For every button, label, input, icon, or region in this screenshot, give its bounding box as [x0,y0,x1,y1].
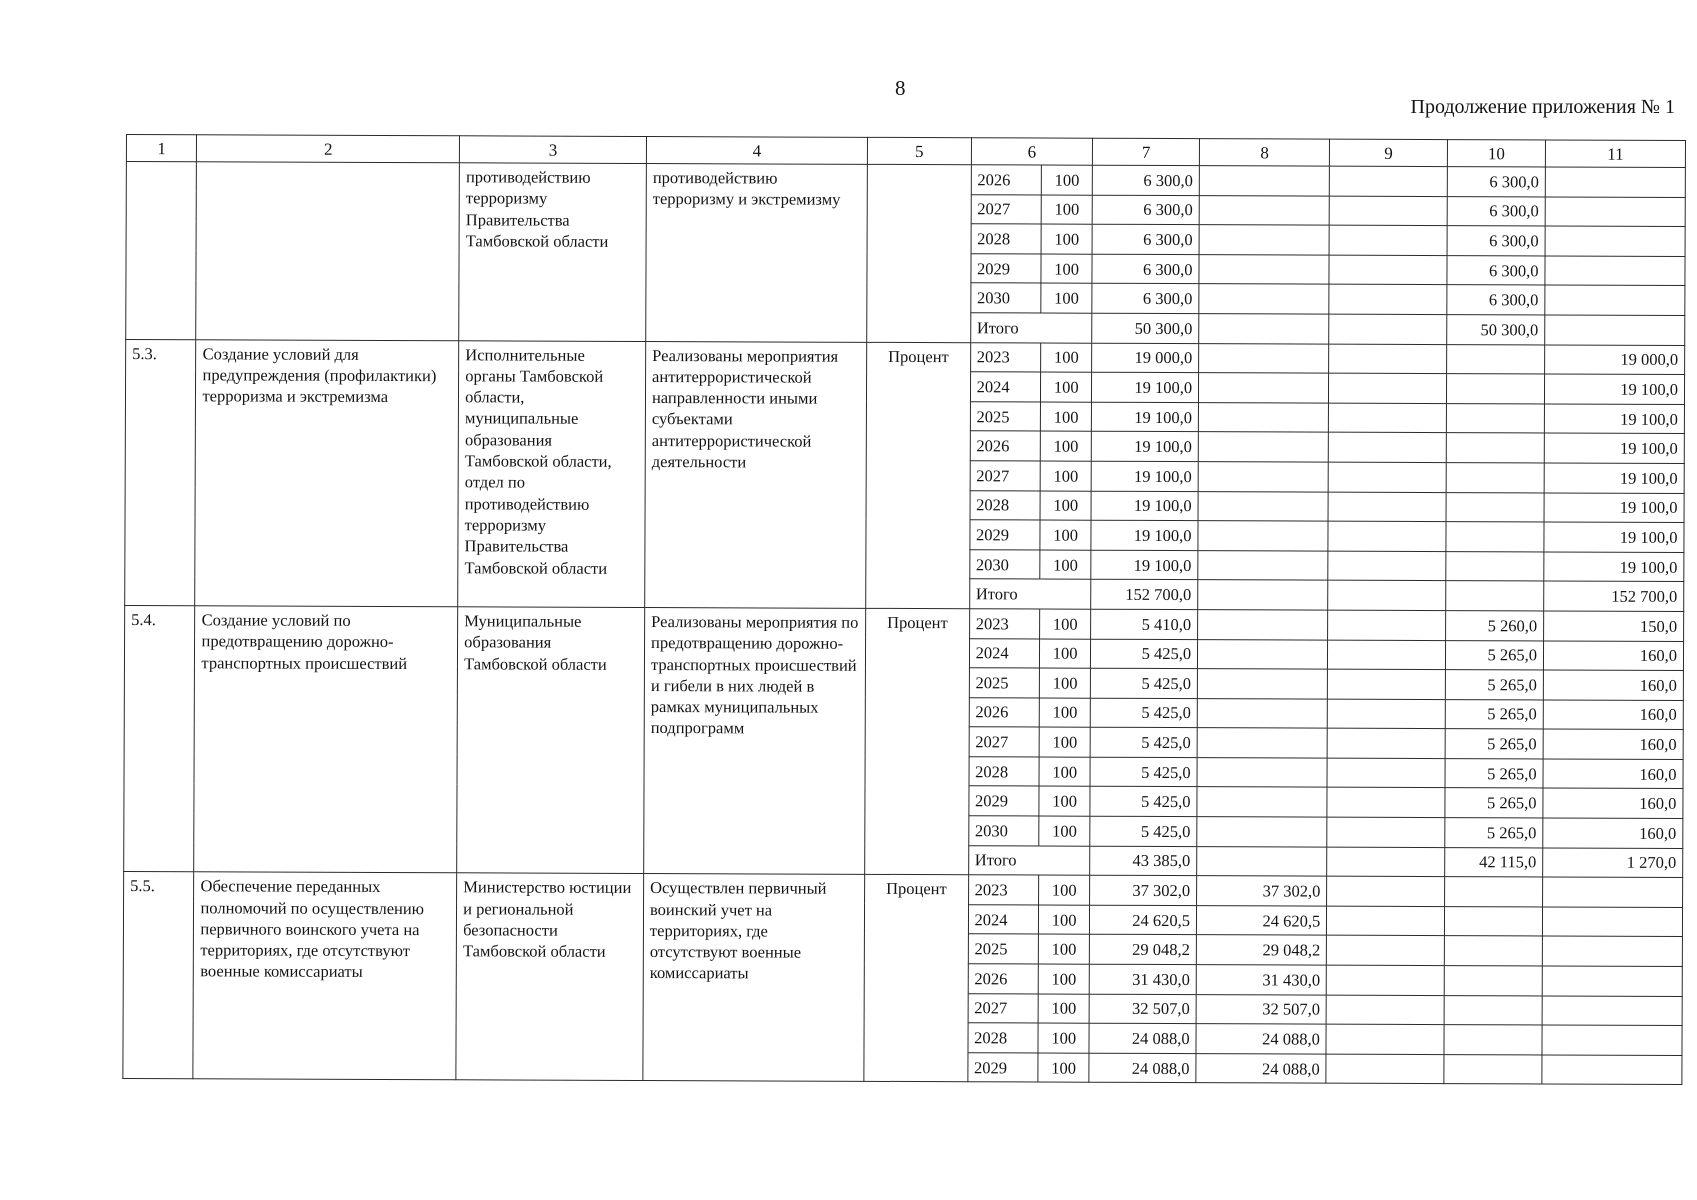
column-8-cell [1198,491,1328,521]
total-amount-cell: 5 425,0 [1091,639,1198,669]
total-amount-cell: 5 410,0 [1091,609,1198,639]
column-9-cell [1327,728,1445,758]
year-cell: 2028 [970,490,1041,520]
target-percent-cell: 100 [1041,283,1092,313]
total-amount-cell: 5 425,0 [1090,787,1197,817]
unit-cell: Процент [864,875,968,1083]
column-11-cell: 160,0 [1543,818,1683,848]
target-percent-cell: 100 [1040,461,1091,491]
executor-cell: Исполнительные органы Тамбовской области, муниципальные образования Тамбовской области, отдел по противодействию терроризму Правительства Тамбовской области [458,340,646,607]
column-10-cell [1446,551,1544,581]
total-amount-cell: 5 425,0 [1090,757,1197,787]
column-10-cell [1446,403,1544,433]
column-8-cell [1199,343,1329,373]
year-cell: 2030 [969,549,1040,579]
column-11-cell [1542,1025,1682,1055]
item-code-cell: 5.5. [123,872,194,1079]
target-percent-cell: 100 [1038,905,1089,935]
column-10-cell [1446,344,1544,374]
item-name-cell [196,162,459,341]
item-name-cell: Создание условий по предотвращению дорожно-транспортных происшествий [194,606,458,873]
item-name-cell: Создание условий для предупреждения (профилактики) терроризма и экстремизма [195,339,459,606]
total-amount-cell: 19 100,0 [1091,550,1198,580]
target-percent-cell: 100 [1041,372,1092,402]
target-percent-cell: 100 [1040,639,1091,669]
column-9-cell [1326,1054,1444,1084]
column-9-cell [1329,344,1447,374]
column-9-cell [1329,255,1447,285]
column-9-cell [1327,817,1445,847]
column-8-cell [1198,580,1328,610]
column-9-cell [1328,669,1446,699]
column-10-cell [1444,906,1542,936]
executor-cell: противодействию терроризму Правительства Тамбовской области [459,163,647,341]
column-9-cell [1328,521,1446,551]
item-code-cell [126,162,197,340]
column-11-cell [1545,315,1685,345]
total-amount-cell: 5 425,0 [1091,668,1198,698]
year-cell: 2029 [971,254,1042,284]
result-cell: Реализованы мероприятия по предотвращению дорожно-транспортных происшествий и гибели в них людей в рамках муниципальных подпрограмм [644,607,866,874]
year-cell: 2028 [968,1023,1039,1053]
target-percent-cell: 100 [1041,254,1092,284]
column-9-cell [1327,965,1445,995]
total-amount-cell: 19 000,0 [1092,343,1199,373]
program-table [122,134,1686,1085]
target-percent-cell: 100 [1040,402,1091,432]
target-percent-cell: 100 [1041,165,1092,195]
total-amount-cell: 43 385,0 [1090,846,1197,876]
year-cell: 2026 [969,697,1040,727]
column-8-cell [1198,432,1328,462]
year-cell: 2023 [970,342,1041,372]
total-amount-cell: 31 430,0 [1090,964,1197,994]
column-11-cell [1542,936,1682,966]
target-percent-cell: 100 [1039,757,1090,787]
column-header-6: 6 [971,138,1093,165]
column-8-cell [1197,728,1327,758]
year-cell: 2029 [968,786,1039,816]
total-amount-cell: 50 300,0 [1092,313,1199,343]
target-percent-cell: 100 [1039,875,1090,905]
column-11-cell: 160,0 [1543,788,1683,818]
column-9-cell [1330,166,1448,196]
year-cell: 2028 [969,757,1040,787]
column-11-cell [1542,966,1682,996]
total-amount-cell: 19 100,0 [1091,491,1198,521]
column-8-cell [1198,462,1328,492]
column-8-cell [1199,195,1329,225]
column-10-cell [1445,581,1543,611]
year-cell: 2027 [968,993,1039,1023]
column-8-cell: 24 088,0 [1196,1024,1326,1054]
year-cell: 2025 [969,668,1040,698]
column-10-cell: 6 300,0 [1447,196,1545,226]
column-10-cell [1446,522,1544,552]
column-11-cell: 19 000,0 [1545,345,1685,375]
target-percent-cell: 100 [1039,727,1090,757]
column-8-cell: 37 302,0 [1197,876,1327,906]
target-percent-cell: 100 [1038,994,1089,1024]
column-11-cell: 19 100,0 [1544,463,1684,493]
column-9-cell [1328,492,1446,522]
column-11-cell: 160,0 [1543,700,1683,730]
column-8-cell: 24 620,5 [1197,905,1327,935]
year-cell: 2026 [971,165,1042,195]
result-cell: противодействию терроризму и экстремизму [646,163,868,341]
column-9-cell [1328,551,1446,581]
column-8-cell [1197,698,1327,728]
column-11-cell [1545,167,1685,197]
target-percent-cell: 100 [1039,668,1090,698]
column-11-cell [1542,907,1682,937]
column-10-cell [1444,995,1542,1025]
item-name-cell: Обеспечение переданных полномочий по осуществлению первичного воинского учета на территориях, где отсутствуют военные комиссариаты [193,872,456,1080]
year-cell: 2024 [968,905,1039,935]
total-amount-cell: 24 088,0 [1089,1053,1196,1083]
column-8-cell: 29 048,2 [1196,935,1326,965]
total-amount-cell: 24 620,5 [1090,905,1197,935]
result-cell: Реализованы мероприятия антитеррористической направленности иными субъектами антитеррористической деятельности [645,341,867,608]
target-percent-cell: 100 [1038,1023,1089,1053]
year-cell: 2029 [970,520,1041,550]
year-cell: 2029 [967,1053,1038,1083]
column-10-cell: 5 265,0 [1445,758,1543,788]
column-9-cell [1329,225,1447,255]
target-percent-cell: 100 [1038,964,1089,994]
target-percent-cell: 100 [1039,698,1090,728]
target-percent-cell: 100 [1040,431,1091,461]
target-percent-cell: 100 [1040,550,1091,580]
column-8-cell [1198,550,1328,580]
year-cell: 2024 [969,638,1040,668]
column-header-9: 9 [1330,139,1448,166]
column-11-cell: 19 100,0 [1545,374,1685,404]
year-cell: 2027 [971,194,1042,224]
table-row [125,605,1684,641]
column-11-cell: 19 100,0 [1544,433,1684,463]
column-10-cell [1446,374,1544,404]
column-8-cell [1197,846,1327,876]
column-11-cell: 152 700,0 [1544,581,1684,611]
column-10-cell: 6 300,0 [1447,167,1545,197]
column-9-cell [1328,462,1446,492]
column-8-cell [1197,669,1327,699]
column-8-cell [1199,254,1329,284]
target-percent-cell: 100 [1039,816,1090,846]
column-10-cell: 5 260,0 [1445,610,1543,640]
year-cell: 2023 [968,875,1039,905]
column-10-cell: 5 265,0 [1445,670,1543,700]
column-9-cell [1327,876,1445,906]
column-8-cell [1198,521,1328,551]
column-header-1: 1 [126,135,197,162]
total-label-cell: Итого [969,579,1091,609]
column-10-cell: 42 115,0 [1444,847,1542,877]
item-code-cell: 5.3. [125,339,196,606]
column-11-cell: 1 270,0 [1543,848,1683,878]
column-9-cell [1326,1024,1444,1054]
column-11-cell: 160,0 [1543,729,1683,759]
year-cell: 2026 [970,431,1041,461]
column-10-cell: 5 265,0 [1445,818,1543,848]
column-9-cell [1328,580,1446,610]
target-percent-cell: 100 [1040,609,1091,639]
total-amount-cell: 19 100,0 [1092,372,1199,402]
target-percent-cell: 100 [1039,786,1090,816]
column-11-cell [1542,1055,1682,1085]
column-9-cell [1329,314,1447,344]
column-8-cell [1198,402,1328,432]
total-amount-cell: 19 100,0 [1091,520,1198,550]
column-8-cell [1198,639,1328,669]
column-11-cell: 19 100,0 [1544,404,1684,434]
column-9-cell [1327,936,1445,966]
column-10-cell [1444,936,1542,966]
target-percent-cell: 100 [1040,491,1091,521]
column-11-cell: 150,0 [1544,611,1684,641]
column-8-cell: 31 430,0 [1196,965,1326,995]
column-9-cell [1328,610,1446,640]
column-9-cell [1329,403,1447,433]
column-10-cell [1444,1054,1542,1084]
column-header-8: 8 [1199,139,1329,166]
appendix-continuation-label: Продолжение приложения № 1 [1410,96,1675,118]
column-9-cell [1326,995,1444,1025]
page-number: 8 [895,76,906,100]
target-percent-cell: 100 [1040,520,1091,550]
target-percent-cell: 100 [1041,343,1092,373]
column-header-10: 10 [1447,140,1545,167]
column-10-cell: 6 300,0 [1447,285,1545,315]
column-11-cell: 160,0 [1543,759,1683,789]
total-amount-cell: 29 048,2 [1090,935,1197,965]
column-header-3: 3 [460,136,647,164]
total-amount-cell: 5 425,0 [1091,698,1198,728]
result-cell: Осуществлен первичный воинский учет на территориях, где отсутствуют военные комиссариаты [643,874,865,1082]
column-10-cell [1444,966,1542,996]
column-8-cell [1198,610,1328,640]
table-body [123,135,1686,1085]
total-amount-cell: 19 100,0 [1091,461,1198,491]
column-10-cell [1446,463,1544,493]
column-10-cell: 5 265,0 [1445,788,1543,818]
column-10-cell [1446,433,1544,463]
total-label-cell: Итого [968,845,1090,875]
total-amount-cell: 6 300,0 [1092,195,1199,225]
column-11-cell [1545,226,1685,256]
column-10-cell: 6 300,0 [1447,226,1545,256]
table-row [126,162,1685,198]
table-row [126,339,1685,375]
column-9-cell [1329,432,1447,462]
executor-cell: Муниципальные образования Тамбовской области [457,607,645,874]
column-8-cell [1199,314,1329,344]
unit-cell [867,164,971,342]
item-code-cell: 5.4. [124,605,195,872]
column-11-cell [1543,877,1683,907]
column-8-cell [1197,817,1327,847]
column-header-11: 11 [1545,140,1685,168]
column-9-cell [1327,758,1445,788]
column-11-cell [1545,285,1685,315]
unit-cell: Процент [866,342,971,609]
column-9-cell [1329,284,1447,314]
total-amount-cell: 6 300,0 [1092,284,1199,314]
column-9-cell [1329,373,1447,403]
column-8-cell: 24 088,0 [1196,1053,1326,1083]
column-8-cell: 32 507,0 [1196,994,1326,1024]
column-8-cell [1197,787,1327,817]
column-9-cell [1328,699,1446,729]
column-11-cell: 160,0 [1543,670,1683,700]
column-10-cell: 5 265,0 [1445,729,1543,759]
year-cell: 2023 [969,609,1040,639]
total-amount-cell: 19 100,0 [1092,432,1199,462]
year-cell: 2025 [970,401,1041,431]
total-amount-cell: 152 700,0 [1091,580,1198,610]
executor-cell: Министерство юстиции и региональной безопасности Тамбовской области [456,873,644,1081]
year-cell: 2024 [970,372,1041,402]
column-9-cell [1330,196,1448,226]
total-amount-cell: 24 088,0 [1089,1023,1196,1053]
column-11-cell [1545,256,1685,286]
column-10-cell: 5 265,0 [1445,699,1543,729]
year-cell: 2027 [970,461,1041,491]
column-8-cell [1199,166,1329,196]
column-10-cell [1444,1025,1542,1055]
column-11-cell: 160,0 [1543,640,1683,670]
column-10-cell: 5 265,0 [1445,640,1543,670]
column-10-cell [1444,877,1542,907]
total-amount-cell: 37 302,0 [1090,875,1197,905]
column-11-cell [1545,197,1685,227]
column-9-cell [1327,788,1445,818]
year-cell: 2025 [968,934,1039,964]
column-8-cell [1199,284,1329,314]
column-11-cell: 19 100,0 [1544,492,1684,522]
column-9-cell [1327,847,1445,877]
column-11-cell: 19 100,0 [1544,522,1684,552]
column-9-cell [1328,640,1446,670]
total-amount-cell: 6 300,0 [1093,165,1200,195]
total-label-cell: Итого [970,313,1092,343]
column-header-4: 4 [646,136,867,164]
total-amount-cell: 19 100,0 [1092,402,1199,432]
total-amount-cell: 5 425,0 [1090,727,1197,757]
total-amount-cell: 6 300,0 [1092,254,1199,284]
column-8-cell [1197,757,1327,787]
column-header-2: 2 [197,135,460,163]
column-10-cell [1446,492,1544,522]
total-amount-cell: 32 507,0 [1089,994,1196,1024]
year-cell: 2030 [970,283,1041,313]
target-percent-cell: 100 [1038,934,1089,964]
total-amount-cell: 6 300,0 [1092,224,1199,254]
table-row [124,872,1683,908]
column-11-cell: 19 100,0 [1544,552,1684,582]
target-percent-cell: 100 [1038,1053,1089,1083]
column-10-cell: 6 300,0 [1447,255,1545,285]
column-header-7: 7 [1093,138,1200,165]
column-11-cell [1542,996,1682,1026]
target-percent-cell: 100 [1041,224,1092,254]
year-cell: 2026 [968,964,1039,994]
column-8-cell [1199,373,1329,403]
column-10-cell: 50 300,0 [1446,315,1544,345]
column-8-cell [1199,225,1329,255]
unit-cell: Процент [865,608,970,875]
year-cell: 2027 [969,727,1040,757]
column-9-cell [1327,906,1445,936]
column-header-5: 5 [867,137,971,164]
target-percent-cell: 100 [1041,195,1092,225]
year-cell: 2030 [968,816,1039,846]
total-amount-cell: 5 425,0 [1090,816,1197,846]
year-cell: 2028 [971,224,1042,254]
